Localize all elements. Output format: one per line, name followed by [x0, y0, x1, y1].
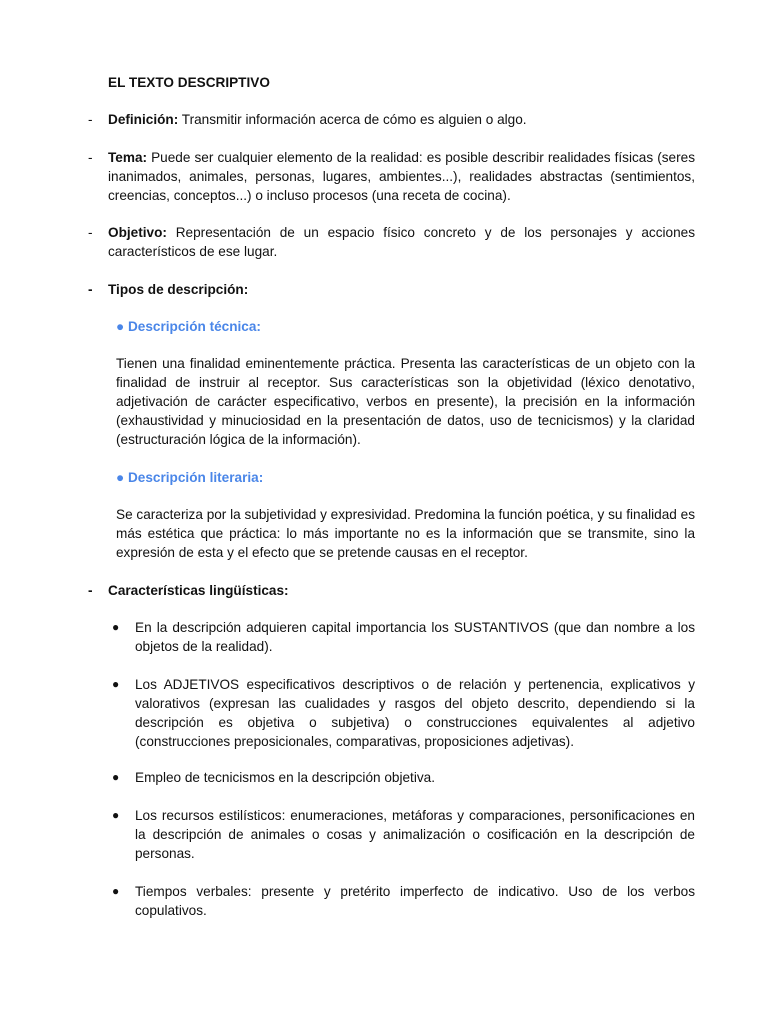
list-item-text: Tiempos verbales: presente y pretérito imperfecto de indicativo. Uso de los verbos copulativos.	[135, 884, 695, 918]
tema-text: Puede ser cualquier elemento de la realidad: es posible describir realidades físicas (seres inanimados, animales, personas, lugares, ambientes...), realidades abstractas (sentimientos, creencias, conceptos...) o incluso procesos (una receta de cocina).	[108, 150, 695, 203]
descripcion-literaria-text: Se caracteriza por la subjetividad y expresividad. Predomina la función poética, y su finalidad es más estética que práctica: lo más importante no es la información que se transmite, sino la expresión de esta y el efecto que se pretende causas en el receptor.	[116, 507, 695, 560]
list-item	[112, 806, 695, 863]
descripcion-literaria-heading: ● Descripción literaria:	[116, 470, 264, 485]
bullet-icon: ●	[112, 808, 120, 822]
definicion-item	[88, 110, 695, 129]
list-item-text: Empleo de tecnicismos en la descripción objetiva.	[135, 770, 435, 785]
dash-marker: -	[88, 112, 93, 127]
document-title: EL TEXTO DESCRIPTIVO	[108, 75, 270, 90]
list-item	[112, 768, 695, 787]
list-item-text: Los ADJETIVOS especificativos descriptivos o de relación y pertenencia, explicativos y valorativos (expresan las cualidades y rasgos del objeto descrito, dependiendo si la descripción es objetiva o subjetiva) o construcciones equivalentes al adjetivo (construcciones preposicionales, comparativas, proposiciones adjetivas).	[135, 677, 695, 749]
tipos-heading: Tipos de descripción:	[108, 282, 249, 297]
objetivo-text: Representación de un espacio físico concreto y de los personajes y acciones característicos de ese lugar.	[108, 225, 695, 259]
caracteristicas-heading: Características lingüísticas:	[108, 583, 289, 598]
bullet-icon: ●	[112, 770, 120, 784]
list-item-text: En la descripción adquieren capital importancia los SUSTANTIVOS (que dan nombre a los objetos de la realidad).	[135, 620, 695, 654]
descripcion-tecnica-text: Tienen una finalidad eminentemente práctica. Presenta las características de un objeto con la finalidad de instruir al receptor. Sus características son la objetividad (léxico denotativo, adjetivación de carácter especificativo, verbos en presente), la precisión en la información (exhaustividad y minuciosidad en la presentación de datos, uso de tecnicismos) y la claridad (estructuración lógica de la información).	[116, 356, 695, 447]
bullet-icon: ●	[112, 884, 120, 898]
list-item	[112, 882, 695, 920]
definicion-label: Definición:	[108, 112, 179, 127]
tema-item	[88, 148, 695, 205]
definicion-text: Transmitir información acerca de cómo es alguien o algo.	[178, 112, 527, 127]
objetivo-label: Objetivo:	[108, 225, 167, 240]
dash-marker: -	[88, 282, 93, 297]
dash-marker: -	[88, 150, 93, 165]
dash-marker: -	[88, 225, 93, 240]
bullet-icon: ●	[112, 677, 120, 691]
list-item	[112, 618, 695, 656]
caracteristicas-heading-item	[88, 581, 695, 600]
descripcion-tecnica-heading: ● Descripción técnica:	[116, 319, 261, 334]
tipos-heading-item	[88, 280, 695, 299]
bullet-icon: ●	[112, 620, 120, 634]
list-item-text: Los recursos estilísticos: enumeraciones, metáforas y comparaciones, personificaciones en la descripción de animales o cosas y animalización o cosificación en la descripción de personas.	[135, 808, 695, 861]
dash-marker: -	[88, 583, 93, 598]
list-item	[112, 675, 695, 751]
objetivo-item	[88, 223, 695, 261]
tema-label: Tema:	[108, 150, 148, 165]
